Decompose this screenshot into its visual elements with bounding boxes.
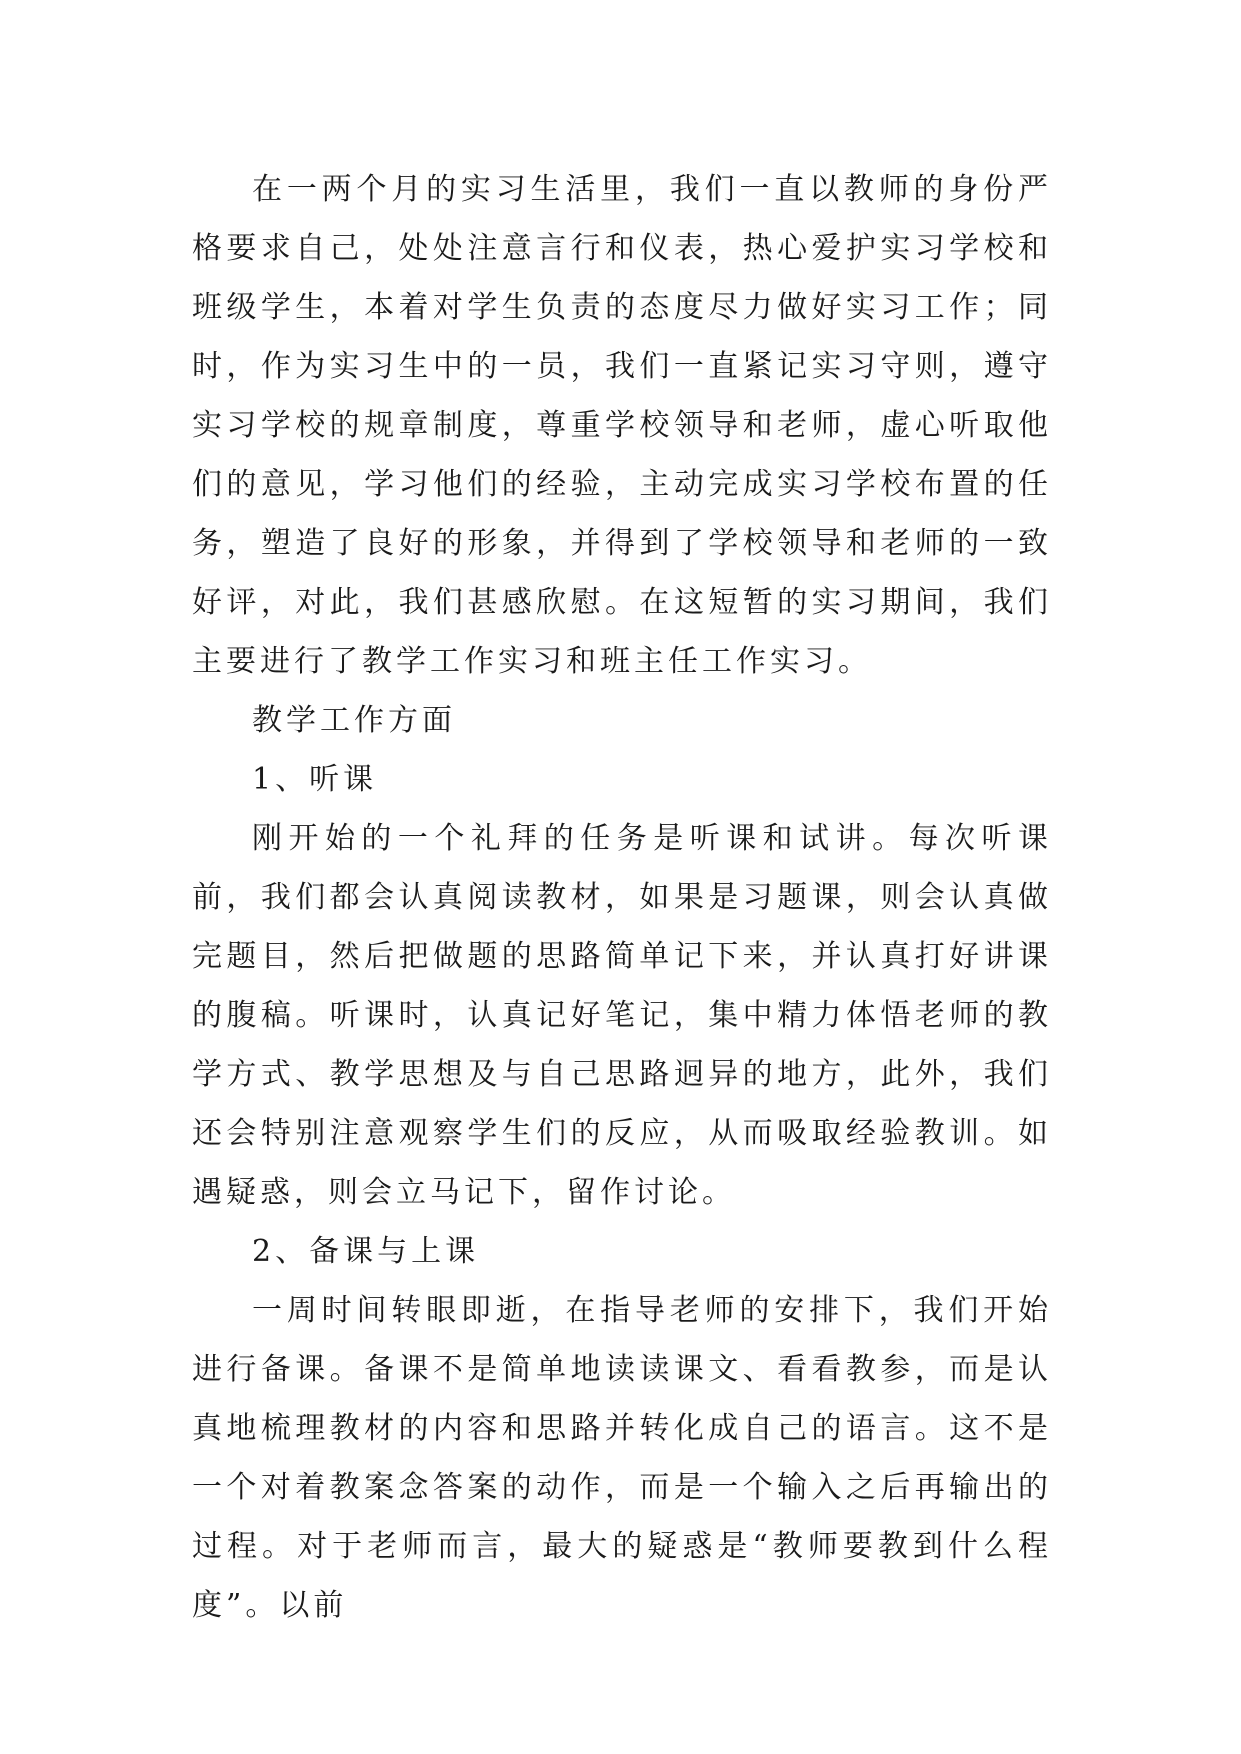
paragraph-listening: 刚开始的一个礼拜的任务是听课和试讲。每次听课前，我们都会认真阅读教材，如果是习题课，则会认真做完题目，然后把做题的思路简单记下来，并认真打好讲课的腹稿。听课时，认真记好笔记，集中精力体悟老师的教学方式、教学思想及与自己思路迥异的地方，此外，我们还会特别注意观察学生们的反应，从而吸取经验教训。如遇疑惑，则会立马记下，留作讨论。 xyxy=(192,821,1052,1210)
paragraph-intro: 在一两个月的实习生活里，我们一直以教师的身份严格要求自己，处处注意言行和仪表，热心爱护实习学校和班级学生，本着对学生负责的态度尽力做好实习工作；同时，作为实习生中的一员，我们一直紧记实习守则，遵守实习学校的规章制度，尊重学校领导和老师，虚心听取他们的意见，学习他们的经验，主动完成实习学校布置的任务，塑造了良好的形象，并得到了学校领导和老师的一致好评，对此，我们甚感欣慰。在这短暂的实习期间，我们主要进行了教学工作实习和班主任工作实习。 xyxy=(192,172,1052,679)
paragraph-preparation: 一周时间转眼即逝，在指导老师的安排下，我们开始进行备课。备课不是简单地读读课文、看看教参，而是认真地梳理教材的内容和思路并转化成自己的语言。这不是一个对着教案念答案的动作，而是一个输入之后再输出的过程。对于老师而言，最大的疑惑是“教师要教到什么程度”。以前 xyxy=(192,1293,1052,1623)
subheading-preparation: 2、备课与上课 xyxy=(252,1234,480,1269)
subheading-listening: 1、听课 xyxy=(252,762,378,797)
document-body xyxy=(192,160,1052,1635)
section-heading-teaching: 教学工作方面 xyxy=(252,703,456,738)
